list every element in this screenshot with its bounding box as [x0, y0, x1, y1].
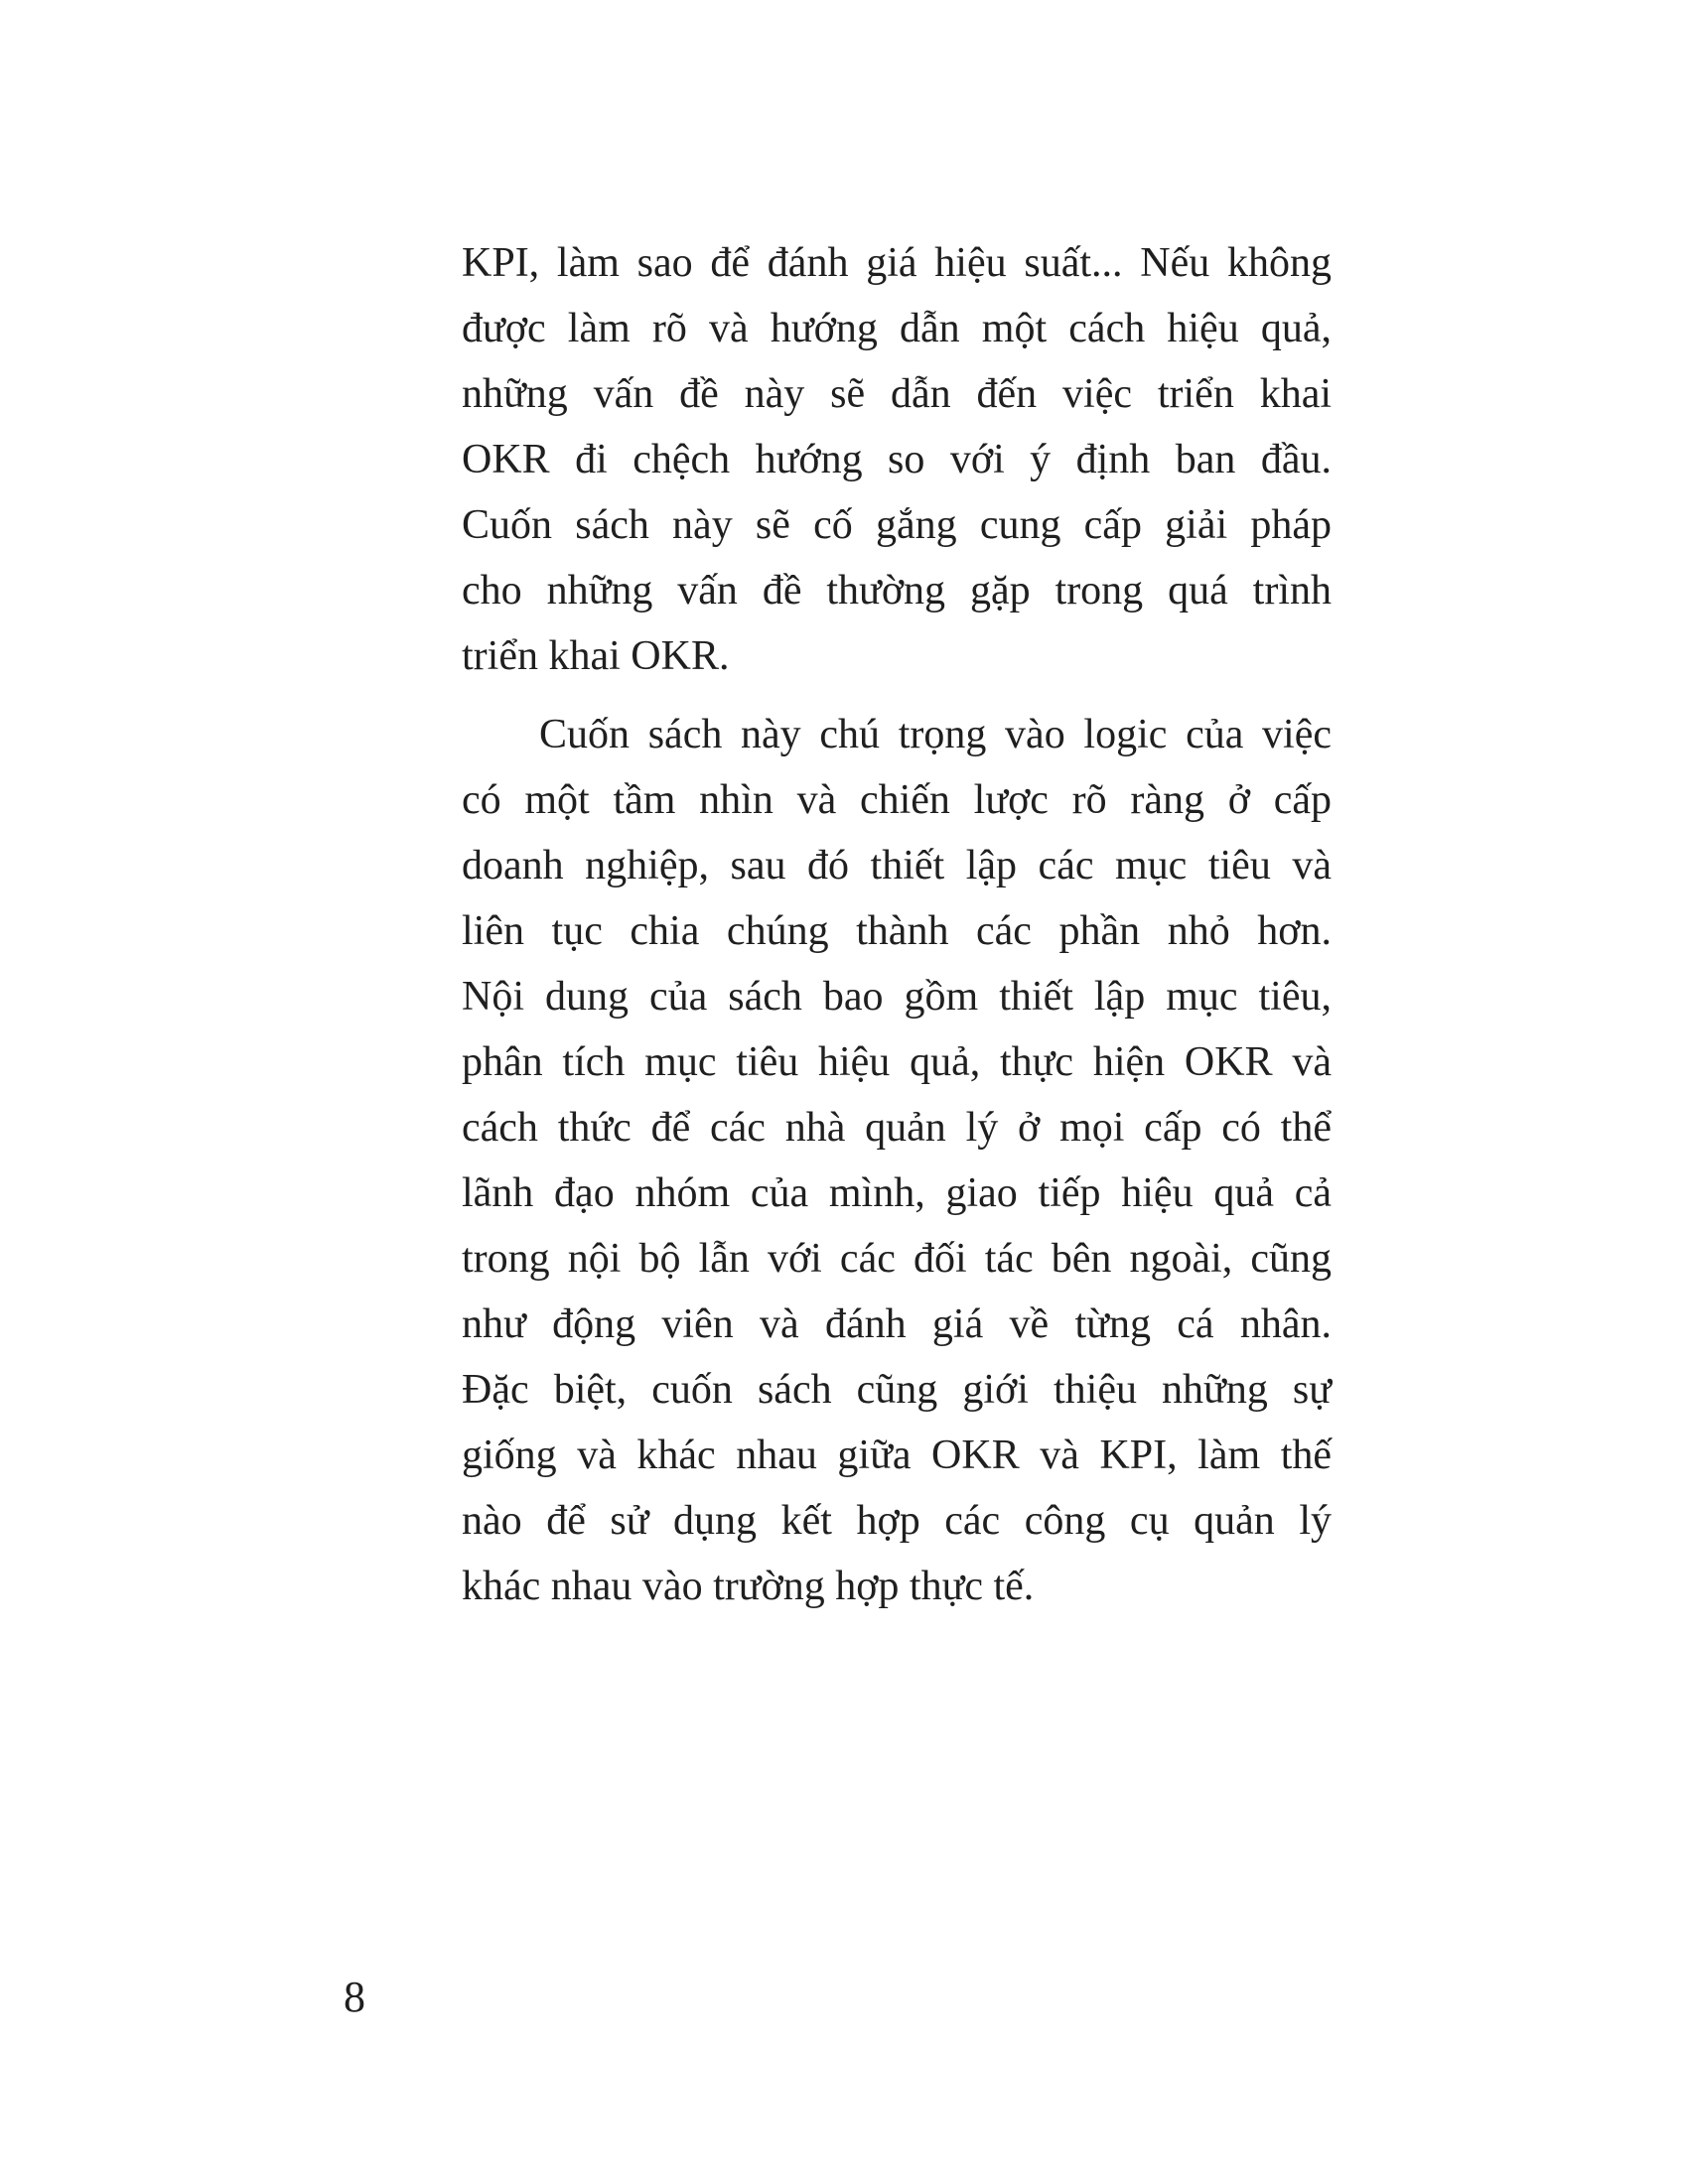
text-line: KPI, làm sao để đánh giá hiệu suất... Nếu không [462, 240, 1332, 286]
text-line: Nội dung của sách bao gồm thiết lập mục tiêu, [462, 974, 1332, 1020]
text-line: những vấn đề này sẽ dẫn đến việc triển khai [462, 371, 1332, 417]
text-line: như động viên và đánh giá về từng cá nhân. [462, 1301, 1332, 1347]
text-line: cách thức để các nhà quản lý ở mọi cấp có thể [462, 1105, 1332, 1151]
text-line: giống và khác nhau giữa OKR và KPI, làm thế [462, 1433, 1332, 1478]
text-line: Đặc biệt, cuốn sách cũng giới thiệu những sự [462, 1367, 1332, 1413]
paragraph-1 [462, 230, 1332, 689]
text-line: cho những vấn đề thường gặp trong quá trình [462, 568, 1332, 614]
text-line: trong nội bộ lẫn với các đối tác bên ngoài, cũng [462, 1236, 1332, 1282]
paragraph-2 [462, 702, 1332, 1619]
text-line: Cuốn sách này chú trọng vào logic của việc [539, 712, 1332, 757]
text-line: liên tục chia chúng thành các phần nhỏ hơn. [462, 908, 1332, 954]
text-line: OKR đi chệch hướng so với ý định ban đầu. [462, 437, 1332, 482]
text-line: nào để sử dụng kết hợp các công cụ quản lý [462, 1498, 1332, 1544]
text-line: có một tầm nhìn và chiến lược rõ ràng ở cấp [462, 777, 1332, 823]
text-line: triển khai OKR. [462, 633, 730, 679]
text-line: được làm rõ và hướng dẫn một cách hiệu quả, [462, 306, 1332, 351]
text-line: khác nhau vào trường hợp thực tế. [462, 1564, 1035, 1609]
text-line: phân tích mục tiêu hiệu quả, thực hiện OKR và [462, 1039, 1332, 1085]
text-block [462, 230, 1332, 1619]
text-line: Cuốn sách này sẽ cố gắng cung cấp giải pháp [462, 502, 1332, 548]
text-line: doanh nghiệp, sau đó thiết lập các mục tiêu và [462, 843, 1332, 888]
text-line: lãnh đạo nhóm của mình, giao tiếp hiệu quả cả [462, 1170, 1332, 1216]
page-number: 8 [344, 1973, 365, 2021]
